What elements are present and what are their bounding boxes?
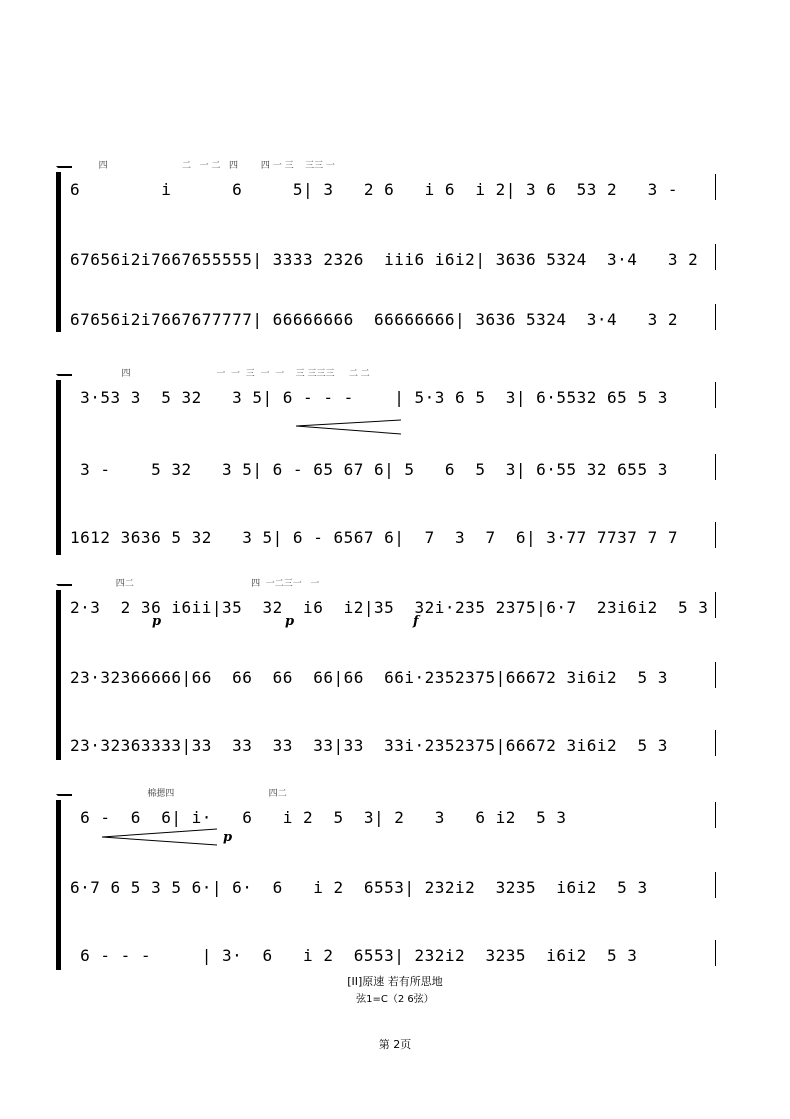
end-barline <box>715 382 716 408</box>
end-barline <box>715 730 716 756</box>
end-barline <box>715 662 716 688</box>
staff-line <box>70 161 716 212</box>
notation-text: 2·3 2 36 i6ii|35 32 i6 i2|35 32i·235 2375|6·7 23i6i2 5 3 <box>70 598 709 617</box>
staff-line <box>70 302 716 342</box>
score-system-4 <box>56 789 716 970</box>
end-barline <box>715 174 716 200</box>
fingering-marks: 棉摁四 四二 <box>70 789 287 799</box>
notation-text: 6 - - - | 3· 6 i 2 6553| 232i2 3235 i6i2 5 3 <box>70 946 638 965</box>
notation-text: 3·53 3 5 32 3 5| 6 - - - | 5·3 6 5 3| 6·5532 65 5 3 <box>70 388 668 407</box>
dynamic-mark: p <box>223 830 233 845</box>
dynamic-mark: p <box>152 614 162 629</box>
notation-text: 3 - 5 32 3 5| 6 - 65 67 6| 5 6 5 3| 6·55 32 655 3 <box>70 460 668 479</box>
end-barline <box>715 244 716 270</box>
end-barline <box>715 592 716 618</box>
fingering-marks: 四 一 一 三 一 一 三 三三三 二 二 <box>70 369 370 379</box>
score-system-3 <box>56 579 716 760</box>
notation-text: 6·7 6 5 3 5 6·| 6· 6 i 2 6553| 232i2 3235 i6i2 5 3 <box>70 878 648 897</box>
dynamic-mark: f <box>413 614 419 629</box>
notation-text: 23·32366666|66 66 66 66|66 66i·2352375|66672 3i6i2 5 3 <box>70 668 668 687</box>
notation-text: 23·32363333|33 33 33 33|33 33i·2352375|66672 3i6i2 5 3 <box>70 736 668 755</box>
end-barline <box>715 454 716 480</box>
staff-line <box>70 728 716 768</box>
fingering-marks: 四 二 一 二 四 四 一 三 三三 一 <box>70 161 335 171</box>
notation-text: 1612 3636 5 32 3 5| 6 - 6567 6| 7 3 7 6| 3·77 7737 7 7 <box>70 528 678 547</box>
staff-line <box>70 660 716 700</box>
staff-line <box>70 870 716 910</box>
staff-line <box>70 579 716 630</box>
end-barline <box>715 522 716 548</box>
end-barline <box>715 304 716 330</box>
dynamic-mark: p <box>285 614 295 629</box>
staff-line <box>70 520 716 560</box>
staff-line <box>70 452 716 492</box>
end-barline <box>715 940 716 966</box>
staff-line <box>70 369 716 420</box>
end-barline <box>715 802 716 828</box>
fingering-marks: 四二 四 一二三一 一 <box>70 579 320 589</box>
page-number: 第 2页 <box>378 1038 412 1051</box>
crescendo-hairpin <box>102 826 222 848</box>
end-barline <box>715 872 716 898</box>
score-system-1 <box>56 161 716 332</box>
tuning-note: 弦1=C（2 6弦） <box>356 994 434 1005</box>
tempo-marking: [II]原速 若有所思地 <box>347 975 443 988</box>
notation-text: 67656i2i7667655555| 3333 2326 iii6 i6i2| 3636 5324 3·4 3 2 <box>70 250 699 269</box>
decrescendo-hairpin <box>296 418 406 440</box>
score-system-2 <box>56 369 716 555</box>
notation-text: 6 - 6 6| i· 6 i 2 5 3| 2 3 6 i2 5 3 <box>70 808 567 827</box>
notation-text: 6 i 6 5| 3 2 6 i 6 i 2| 3 6 53 2 3 - <box>70 180 678 199</box>
staff-line <box>70 938 716 978</box>
staff-line <box>70 242 716 282</box>
notation-text: 67656i2i7667677777| 66666666 66666666| 3636 5324 3·4 3 2 <box>70 310 678 329</box>
